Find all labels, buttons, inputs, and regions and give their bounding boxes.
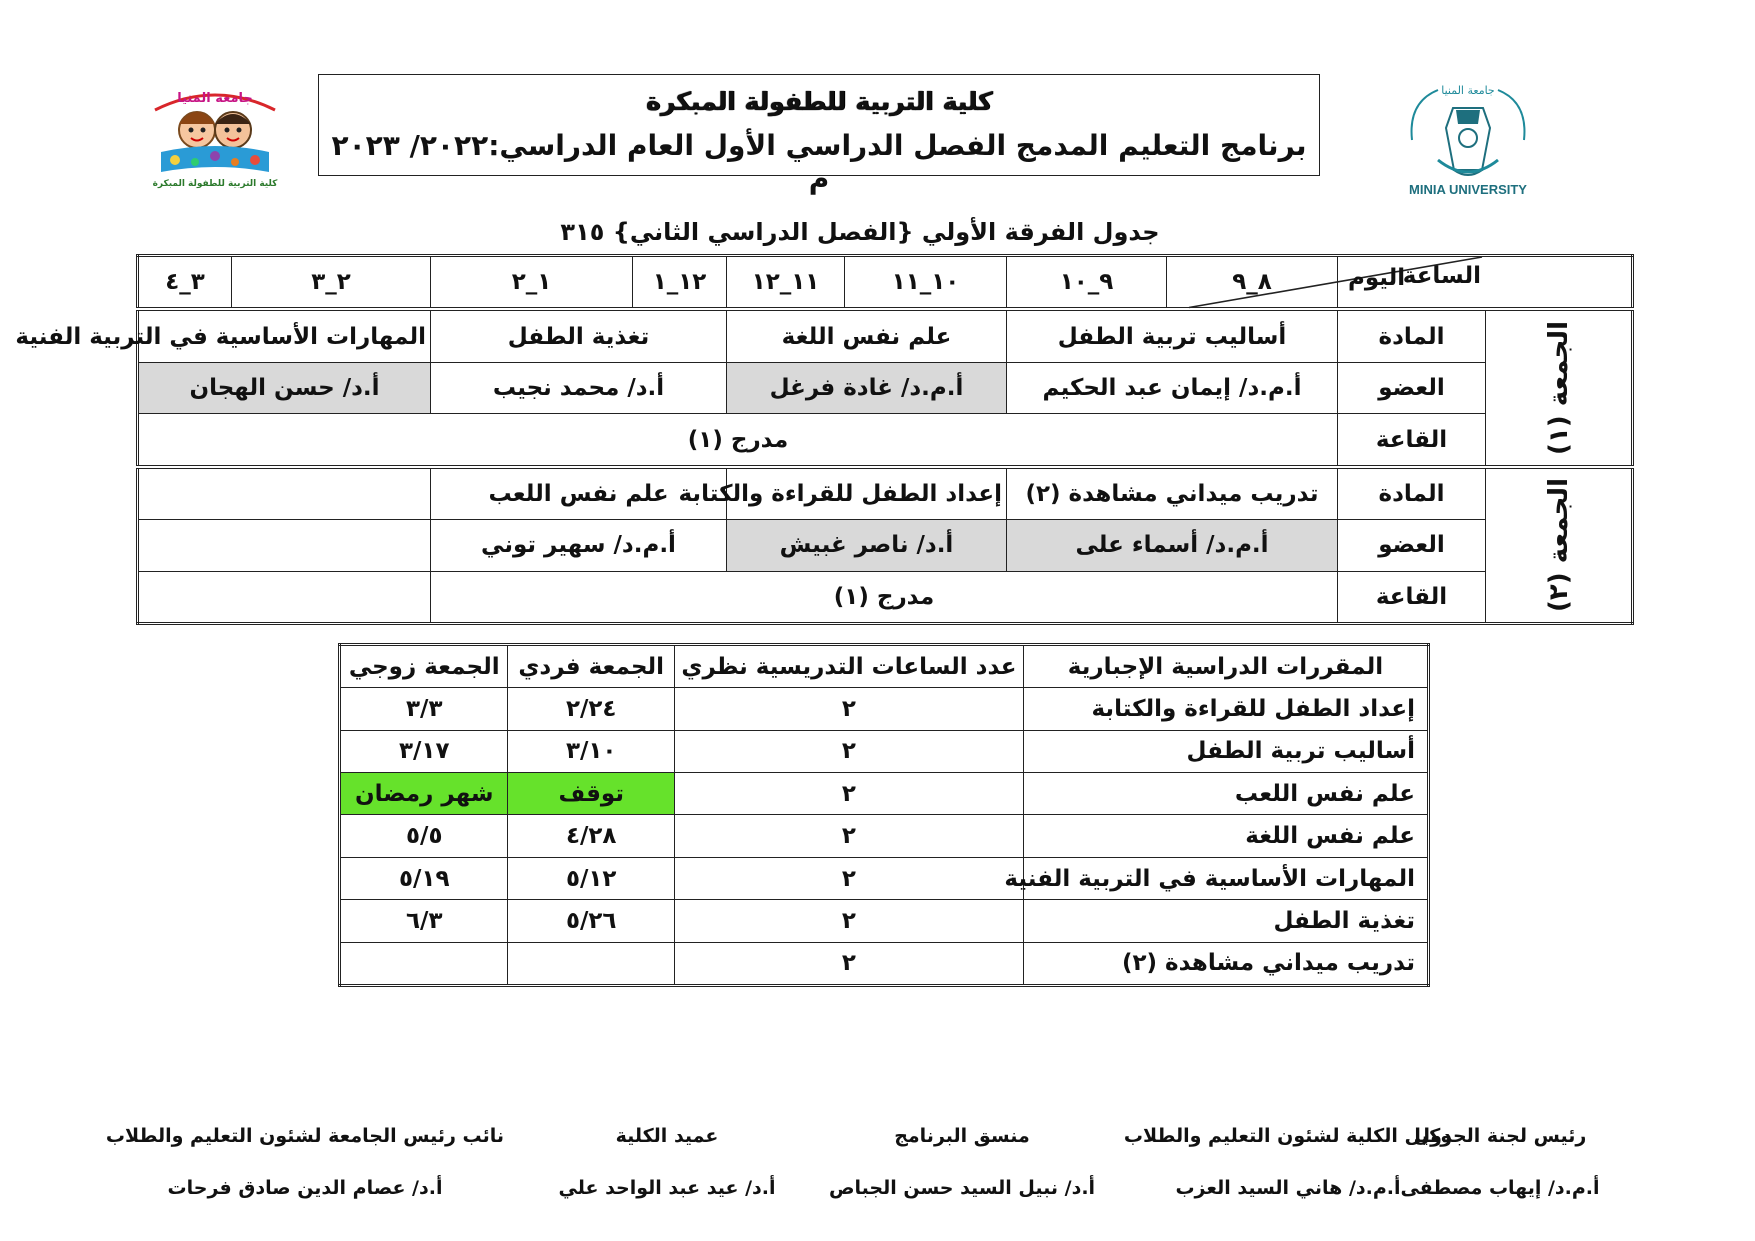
time-slot: ١_٢	[431, 256, 633, 310]
college-name: كلية التربية للطفولة المبكرة	[645, 87, 993, 116]
course-row	[340, 773, 1429, 815]
signature-name: أ.م.د/ إيهاب مصطفى	[1400, 1177, 1600, 1199]
time-slot: ١٢_١	[633, 256, 727, 310]
course-hours: ٢	[674, 857, 1023, 899]
signature-title: رئيس لجنة الجدول	[1413, 1125, 1587, 1147]
right-logo-caption: MINIA UNIVERSITY	[1409, 182, 1527, 197]
header-box	[318, 74, 1320, 195]
day1-subject: أساليب تربية الطفل	[1007, 309, 1338, 362]
signature-name: أ.د/ نبيل السيد حسن الجباص	[828, 1177, 1096, 1199]
left-logo-text: جامعة المنيا	[177, 91, 253, 106]
courses-header: الجمعة فردي	[508, 645, 674, 688]
day1-subject: علم نفس اللغة	[727, 309, 1007, 362]
course-name: تدريب ميداني مشاهدة (٢)	[1023, 942, 1428, 985]
signature-name: أ.د/ عيد عبد الواحد علي	[558, 1177, 776, 1199]
course-row	[340, 900, 1429, 942]
day1-member: أ.م.د/ إيمان عبد الحكيم	[1007, 362, 1338, 413]
course-even-date: ٥/٥	[340, 815, 508, 857]
day2-member-row	[138, 520, 1633, 571]
time-slot: ١١_١٢	[727, 256, 845, 310]
course-name: علم نفس اللغة	[1023, 815, 1428, 857]
day2-hall-row	[138, 571, 1633, 623]
day2-subject-row	[138, 467, 1633, 520]
day1-label: الجمعة (١)	[1543, 321, 1574, 456]
row-label-subject: المادة	[1338, 309, 1486, 362]
course-even-date: ٣/١٧	[340, 730, 508, 772]
course-name: إعداد الطفل للقراءة والكتابة	[1023, 688, 1428, 730]
course-name: تغذية الطفل	[1023, 900, 1428, 942]
course-odd-date: ٣/١٠	[508, 730, 674, 772]
day2-member	[138, 520, 431, 571]
courses-header: عدد الساعات التدريسية نظري	[674, 645, 1023, 688]
course-hours: ٢	[674, 688, 1023, 730]
course-odd-date: ٥/١٢	[508, 857, 674, 899]
day1-subject: المهارات الأساسية في التربية الفنية	[138, 309, 431, 362]
course-row	[340, 730, 1429, 772]
courses-header-row	[340, 645, 1429, 688]
course-odd-date	[508, 942, 674, 985]
day2-hall: مدرج (١)	[431, 571, 1338, 623]
course-even-date: ٦/٣	[340, 900, 508, 942]
day2-subject	[138, 467, 431, 520]
course-even-date	[340, 942, 508, 985]
row-label-member: العضو	[1338, 520, 1486, 571]
time-header-row	[138, 256, 1633, 310]
left-logo-caption: كلية التربية للطفولة المبكرة	[152, 179, 278, 189]
day1-label-cell	[1486, 309, 1633, 466]
day2-label-cell	[1486, 467, 1633, 624]
course-hours: ٢	[674, 815, 1023, 857]
day2-member: أ.م.د/ أسماء على	[1007, 520, 1338, 571]
day2-member: أ.م.د/ سهير توني	[431, 520, 727, 571]
course-name: علم نفس اللعب	[1023, 773, 1428, 815]
day1-subject-row	[138, 309, 1633, 362]
course-row	[340, 815, 1429, 857]
day1-member: أ.د/ حسن الهجان	[138, 362, 431, 413]
program-line: برنامج التعليم المدمج الفصل الدراسي الأول العام الدراسي:٢٠٢٢/ ٢٠٢٣ م	[331, 129, 1307, 195]
course-name: أساليب تربية الطفل	[1023, 730, 1428, 772]
courses-header: الجمعة زوجي	[340, 645, 508, 688]
signature-title: نائب رئيس الجامعة لشئون التعليم والطلاب	[105, 1125, 505, 1147]
course-odd-date-highlight: توقف	[508, 773, 674, 815]
signature-name: أ.م.د/ هاني السيد العزب	[1175, 1177, 1401, 1199]
time-slot: ٢_٣	[232, 256, 431, 310]
course-odd-date: ٤/٢٨	[508, 815, 674, 857]
time-slot: ٩_١٠	[1007, 256, 1167, 310]
time-slot: ٨_٩	[1167, 256, 1338, 310]
course-hours: ٢	[674, 900, 1023, 942]
day1-subject: تغذية الطفل	[431, 309, 727, 362]
course-even-date: ٣/٣	[340, 688, 508, 730]
course-even-date: ٥/١٩	[340, 857, 508, 899]
university-logo	[1398, 80, 1538, 200]
corner-hour-label: الساعة	[1402, 263, 1481, 289]
day1-hall-row	[138, 414, 1633, 467]
day2-subject: علم نفس اللعب	[431, 467, 727, 520]
day2-label: الجمعة (٢)	[1543, 478, 1574, 613]
courses-table	[338, 643, 1430, 987]
course-row	[340, 942, 1429, 985]
day1-member: أ.م.د/ غادة فرغل	[727, 362, 1007, 413]
course-hours: ٢	[674, 942, 1023, 985]
time-slot: ١٠_١١	[845, 256, 1007, 310]
courses-header: المقررات الدراسية الإجبارية	[1023, 645, 1428, 688]
schedule-title: جدول الفرقة الأولي {الفصل الدراسي الثاني} ٣١٥	[560, 218, 1160, 246]
course-odd-date: ٥/٢٦	[508, 900, 674, 942]
signature-title: عميد الكلية	[615, 1125, 719, 1147]
corner-cell	[1338, 256, 1633, 310]
day1-member: أ.د/ محمد نجيب	[431, 362, 727, 413]
college-logo	[145, 80, 285, 192]
row-label-hall: القاعة	[1338, 571, 1486, 623]
row-label-subject: المادة	[1338, 467, 1486, 520]
signature-name: أ.د/ عصام الدين صادق فرحات	[167, 1177, 443, 1199]
corner-day-label: اليوم	[1348, 265, 1406, 291]
signature-title: وكيل الكلية لشئون التعليم والطلاب	[1123, 1125, 1453, 1147]
row-label-hall: القاعة	[1338, 414, 1486, 467]
day2-subject: إعداد الطفل للقراءة والكتابة	[727, 467, 1007, 520]
day2-subject: تدريب ميداني مشاهدة (٢)	[1007, 467, 1338, 520]
course-odd-date: ٢/٢٤	[508, 688, 674, 730]
signature-title: منسق البرنامج	[894, 1125, 1030, 1147]
schedule-table	[15, 254, 1634, 625]
day1-hall: مدرج (١)	[138, 414, 1338, 467]
day2-hall-empty	[138, 571, 431, 623]
day1-member-row	[138, 362, 1633, 413]
right-logo-text: جامعة المنيا	[1441, 84, 1495, 97]
course-row	[340, 688, 1429, 730]
course-even-date-highlight: شهر رمضان	[340, 773, 508, 815]
course-hours: ٢	[674, 773, 1023, 815]
course-hours: ٢	[674, 730, 1023, 772]
day2-member: أ.د/ ناصر غبيش	[727, 520, 1007, 571]
course-row	[340, 857, 1429, 899]
time-slot: ٣_٤	[138, 256, 232, 310]
course-name: المهارات الأساسية في التربية الفنية	[1023, 857, 1428, 899]
row-label-member: العضو	[1338, 362, 1486, 413]
